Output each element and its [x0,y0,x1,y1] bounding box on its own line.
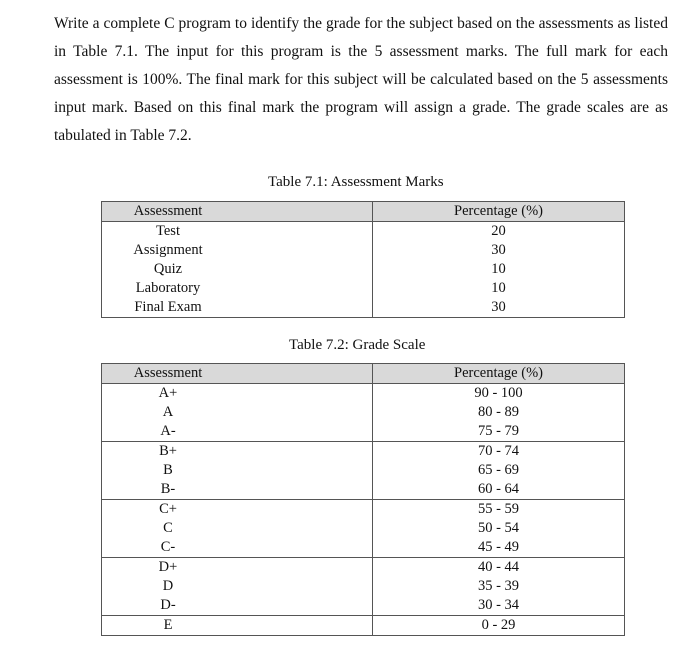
percentage-cell: 10 [373,279,625,298]
range-cell: 65 - 69 [373,461,625,480]
grade-cell: C+ [102,500,373,520]
table-header-row [102,202,625,222]
table-row [102,558,625,578]
grade-cell: B+ [102,442,373,462]
range-cell: 40 - 44 [373,558,625,578]
column-header-percentage: Percentage (%) [373,202,625,222]
assessment-cell: Test [102,222,373,242]
table-1-caption: Table 7.1: Assessment Marks [268,174,444,190]
table-row [102,241,625,260]
grade-scale-table [101,363,625,636]
assessment-cell: Laboratory [102,279,373,298]
assessment-cell: Final Exam [102,298,373,318]
range-cell: 60 - 64 [373,480,625,500]
range-cell: 80 - 89 [373,403,625,422]
grade-cell: A- [102,422,373,442]
question-line-1: Write a complete C program to identify the grade for the subject based on the assessments as [54,15,631,32]
table-row [102,279,625,298]
question-line-5: scales are as tabulated in Table 7.2. [54,99,668,144]
percentage-cell: 10 [373,260,625,279]
table-row [102,500,625,520]
grade-cell: D [102,577,373,596]
table-row [102,596,625,616]
table-row [102,298,625,318]
table-row [102,577,625,596]
table-row [102,442,625,462]
percentage-cell: 30 [373,298,625,318]
question-line-2: listed in Table 7.1. The input for this program is the 5 assessment marks. The full mark for [54,15,668,60]
question-paragraph [54,10,668,150]
assessment-cell: Quiz [102,260,373,279]
range-cell: 30 - 34 [373,596,625,616]
grade-cell: D- [102,596,373,616]
table-row [102,519,625,538]
range-cell: 0 - 29 [373,616,625,636]
table-header-row [102,364,625,384]
grade-cell: A+ [102,384,373,404]
table-row [102,422,625,442]
range-cell: 70 - 74 [373,442,625,462]
grade-cell: B- [102,480,373,500]
question-line-4: assessments input mark. Based on this final mark the program will assign a grade. The grade [54,71,669,116]
column-header-assessment: Assessment [102,202,373,222]
table-2-caption: Table 7.2: Grade Scale [289,337,426,353]
table-row [102,260,625,279]
range-cell: 50 - 54 [373,519,625,538]
range-cell: 45 - 49 [373,538,625,558]
table-row [102,480,625,500]
grade-cell: C- [102,538,373,558]
table-row [102,616,625,636]
grade-cell: B [102,461,373,480]
percentage-cell: 20 [373,222,625,242]
grade-cell: A [102,403,373,422]
column-header-percentage: Percentage (%) [373,364,625,384]
table-row [102,222,625,242]
range-cell: 35 - 39 [373,577,625,596]
table-row [102,384,625,404]
grade-cell: D+ [102,558,373,578]
table-row [102,461,625,480]
assessment-marks-table [101,201,625,318]
range-cell: 75 - 79 [373,422,625,442]
range-cell: 55 - 59 [373,500,625,520]
table-row [102,538,625,558]
question-line-3: each assessment is 100%. The final mark for this subject will be calculated based on the 5 [54,43,668,88]
range-cell: 90 - 100 [373,384,625,404]
percentage-cell: 30 [373,241,625,260]
column-header-assessment: Assessment [102,364,373,384]
table-row [102,403,625,422]
grade-cell: C [102,519,373,538]
grade-cell: E [102,616,373,636]
assessment-cell: Assignment [102,241,373,260]
